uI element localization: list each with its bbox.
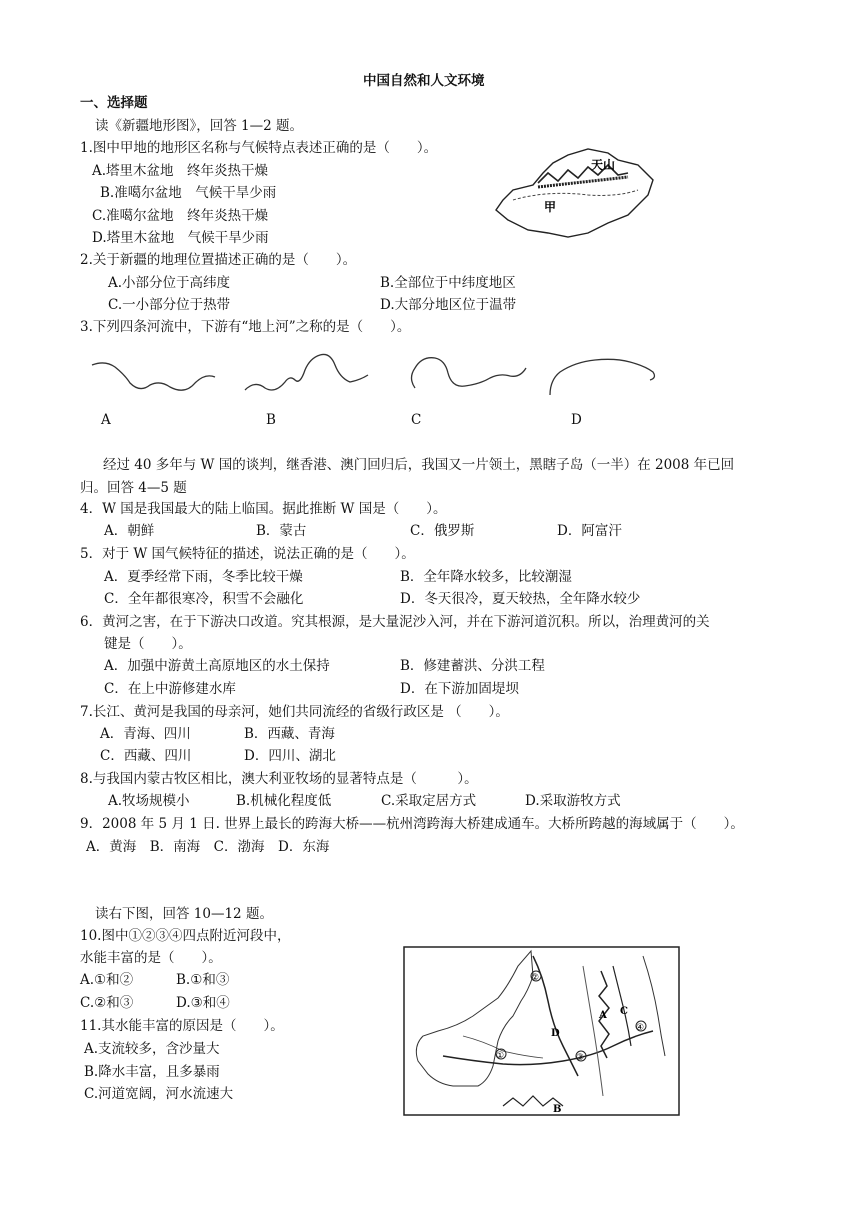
option: C．在上中游修建水库	[104, 681, 236, 697]
intro-text: 经过 40 多年与 W 国的谈判，继香港、澳门回归后，我国又一片领土，黑瞎子岛（一半）在 2008 年已回	[103, 457, 735, 473]
question-stem: 4．W 国是我国最大的陆上临国。据此推断 W 国是（ ）。	[80, 501, 447, 517]
option: B．修建蓄洪、分洪工程	[400, 658, 545, 674]
option: A．夏季经常下雨，冬季比较干燥	[104, 569, 303, 585]
option: C．俄罗斯	[410, 523, 475, 539]
option: B.降水丰富，且多暴雨	[84, 1064, 220, 1080]
question-stem: 10.图中①②③④四点附近河段中，	[80, 928, 291, 944]
option: C.河道宽阔，河水流速大	[84, 1086, 234, 1102]
option: D．阿富汗	[557, 523, 622, 539]
option: C.一小部分位于热带	[108, 297, 231, 313]
map-label-1: ①	[496, 1051, 505, 1061]
map-label-2: ②	[531, 973, 540, 983]
map-label-jia: 甲	[544, 200, 557, 214]
option: C．全年都很寒冷，积雪不会融化	[104, 591, 304, 607]
river-label-b: B	[266, 412, 276, 428]
question-stem: 8.与我国内蒙古牧区相比，澳大利亚牧场的显著特点是（ ）。	[80, 771, 478, 787]
question-stem: 9．2008 年 5 月 1 日. 世界上最长的跨海大桥——杭州湾跨海大桥建成通车。大桥所跨越的海域属于（ ）。	[80, 816, 744, 832]
question-stem: 水能丰富的是（ ）。	[80, 950, 222, 966]
option: B.准噶尔盆地 气候干旱少雨	[100, 185, 277, 201]
river-label-d: D	[571, 412, 582, 428]
question-stem: 键是（ ）。	[104, 636, 192, 652]
option: B．西藏、青海	[244, 726, 335, 742]
intro-text: 读右下图，回答 10—12 题。	[95, 906, 273, 922]
river-label-c: C	[411, 412, 422, 428]
option: A.①和②	[80, 972, 134, 988]
option: A.塔里木盆地 终年炎热干燥	[92, 163, 269, 179]
map-label-b: B	[553, 1104, 562, 1115]
option: A．青海、四川	[100, 726, 191, 742]
map-label-c: C	[620, 1006, 628, 1017]
option: A．黄海 B．南海 C．渤海 D．东海	[86, 839, 330, 855]
river-b	[240, 350, 370, 405]
option: D．四川、湖北	[244, 748, 336, 764]
river-a	[90, 355, 220, 405]
option: A.牧场规模小	[108, 793, 190, 809]
option: D.塔里木盆地 气候干旱少雨	[92, 230, 269, 246]
question-stem: 11.其水能丰富的原因是（ ）。	[80, 1018, 284, 1034]
option: A.小部分位于高纬度	[108, 275, 231, 291]
option: A．加强中游黄土高原地区的水土保持	[104, 658, 330, 674]
map-label-3: ③	[576, 1053, 585, 1063]
option: C.采取定居方式	[381, 793, 477, 809]
question-stem: 7.长江、黄河是我国的母亲河，她们共同流经的省级行政区是 （ ）。	[80, 704, 509, 720]
map-label-tianshan: 天山	[591, 158, 616, 172]
river-label-a: A	[101, 412, 111, 428]
xinjiang-map	[488, 145, 663, 245]
intro-text: 读《新疆地形图》，回答 1—2 题。	[95, 118, 304, 134]
question-stem: 6．黄河之害，在于下游决口改道。究其根源，是大量泥沙入河，并在下游河道沉积。所以，治理黄河的关	[80, 614, 710, 630]
river-c	[400, 348, 530, 403]
option: C．西藏、四川	[100, 748, 192, 764]
option: B.机械化程度低	[236, 793, 332, 809]
question-stem: 5．对于 W 国气候特征的描述，说法正确的是（ ）。	[80, 546, 415, 562]
option: D.大部分地区位于温带	[380, 297, 517, 313]
option: D．冬天很冷，夏天较热，全年降水较少	[400, 591, 641, 607]
map-label-d: D	[551, 1028, 560, 1039]
option: B．全年降水较多，比较潮湿	[400, 569, 572, 585]
option: D.采取游牧方式	[525, 793, 621, 809]
question-stem: 2.关于新疆的地理位置描述正确的是（ ）。	[80, 252, 357, 268]
option: B.全部位于中纬度地区	[380, 275, 516, 291]
map-label-a: A	[599, 1010, 607, 1021]
option: C.②和③	[80, 995, 134, 1011]
option: C.准噶尔盆地 终年炎热干燥	[92, 208, 269, 224]
intro-text: 归。回答 4—5 题	[80, 480, 187, 496]
river-map	[403, 946, 680, 1116]
option: D．在下游加固堤坝	[400, 681, 519, 697]
section-heading: 一、选择题	[80, 95, 148, 111]
page-title: 中国自然和人文环境	[363, 73, 485, 89]
option: A.支流较多，含沙量大	[84, 1041, 220, 1057]
question-stem: 3.下列四条河流中，下游有“地上河”之称的是（ ）。	[80, 319, 411, 335]
option: B.①和③	[176, 972, 230, 988]
option: D.③和④	[176, 995, 230, 1011]
river-d	[545, 350, 665, 405]
map-label-4: ④	[636, 1023, 645, 1033]
option: B．蒙古	[256, 523, 307, 539]
question-stem: 1.图中甲地的地形区名称与气候特点表述正确的是（ ）。	[80, 140, 438, 156]
option: A．朝鲜	[104, 523, 155, 539]
